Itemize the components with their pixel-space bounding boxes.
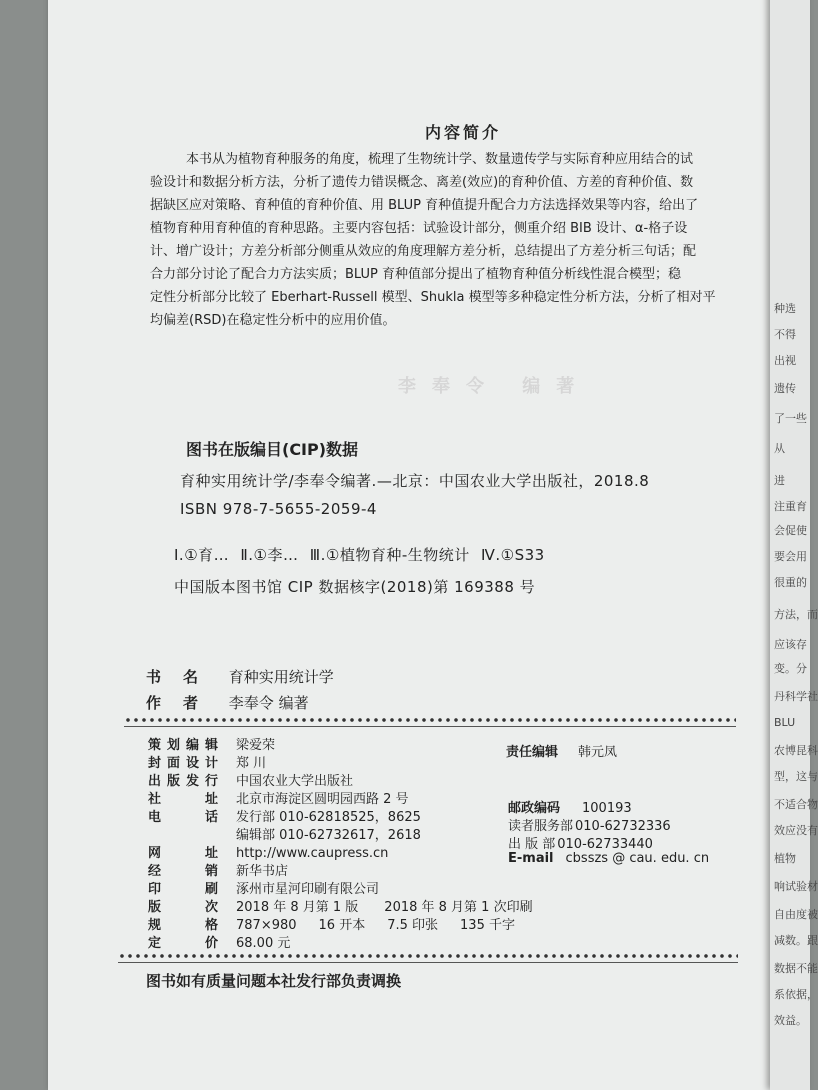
adjacent-page-fragment: 丹科学社 [774, 690, 818, 703]
adjacent-page-fragment: 很重的 [774, 576, 807, 589]
book-name-row [146, 666, 334, 687]
adjacent-page-fragment: 型，这与 [774, 770, 818, 783]
adjacent-page-edge [770, 0, 810, 1090]
adjacent-page-fragment: 系依据， [774, 988, 818, 1001]
publishing-dept-row: 出 版 部 010-62733440 [508, 837, 653, 852]
printer-row: 印刷 涿州市星河印刷有限公司 [148, 882, 380, 897]
phone-row-2: 编辑部 010-62732617，2618 [236, 828, 421, 843]
top-border-line [124, 726, 736, 727]
address-row: 社址 北京市海淀区圆明园西路 2 号 [148, 792, 409, 807]
adjacent-page-fragment: 应该存 [774, 638, 807, 651]
intro-line: 定性分析部分比较了 Eberhart-Russell 模型、Shukla 模型等多种稳定性分析方法，分析了相对平 [150, 290, 716, 305]
cip-isbn: ISBN 978-7-5655-2059-4 [180, 500, 377, 518]
adjacent-page-fragment: 不得 [774, 328, 796, 341]
bottom-decorative-border [118, 952, 738, 960]
book-name-value: 育种实用统计学 [228, 668, 334, 686]
adjacent-page-fragment: BLU [774, 716, 796, 729]
author-label: 作者 [146, 694, 221, 712]
adjacent-page-fragment: 自由度被 [774, 908, 818, 921]
adjacent-page-fragment: 出视 [774, 354, 796, 367]
planning-editor-row: 策划编辑 梁爱荣 [148, 738, 276, 753]
distributor-row: 经销 新华书店 [148, 864, 289, 879]
edition-row: 版次 2018 年 8 月第 1 版 2018 年 8 月第 1 次印刷 [148, 900, 533, 915]
intro-line: 植物育种用育种值的育种思路。主要内容包括：试验设计部分，侧重介绍 BIB 设计、α-格子设 [150, 221, 688, 236]
adjacent-page-fragment: 不适合物 [774, 798, 818, 811]
adjacent-page-fragment: 种选 [774, 302, 796, 315]
adjacent-page-fragment: 会促使 [774, 524, 807, 537]
book-name-label: 书名 [146, 668, 221, 686]
adjacent-page-fragment: 效应没有 [774, 824, 818, 837]
adjacent-page-fragment: 数据不能 [774, 962, 818, 975]
adjacent-page-fragment: 变。分 [774, 662, 807, 675]
adjacent-page-fragment: 要会用 [774, 550, 807, 563]
intro-line: 均偏差(RSD)在稳定性分析中的应用价值。 [150, 313, 396, 328]
phone-row: 电话 发行部 010-62818525，8625 [148, 810, 421, 825]
adjacent-page-fragment: 了一些 [774, 412, 807, 425]
author-value: 李奉令 编著 [228, 694, 309, 712]
cover-design-row: 封面设计 郑 川 [148, 756, 267, 771]
intro-line: 据缺区应对策略、育种值的育种价值、用 BLUP 育种值提升配合力方法选择效果等内容，给出了 [150, 198, 699, 213]
intro-line: 本书从为植物育种服务的角度，梳理了生物统计学、数量遗传学与实际育种应用结合的试 [186, 152, 694, 167]
adjacent-page-fragment: 方法，而 [774, 608, 818, 621]
cip-line-1: 育种实用统计学/李奉令编著.—北京：中国农业大学出版社，2018.8 [180, 472, 650, 490]
adjacent-page-fragment: 遗传 [774, 382, 796, 395]
show-through-text: 李奉令 编著 [398, 376, 591, 397]
email-row: E-mail cbsszs @ cau. edu. cn [508, 851, 710, 866]
bottom-border-line [118, 962, 738, 963]
publisher-row: 出版发行 中国农业大学出版社 [148, 774, 354, 789]
adjacent-page-fragment: 减数。跟 [774, 934, 818, 947]
adjacent-page-fragment: 注重育 [774, 500, 807, 513]
adjacent-page-fragment: 从 [774, 442, 785, 455]
price-row: 定价 68.00 元 [148, 936, 291, 951]
intro-line: 合力部分讨论了配合力方法实质；BLUP 育种值部分提出了植物育种值分析线性混合模型；稳 [150, 267, 682, 282]
adjacent-page-fragment: 植物 [774, 852, 796, 865]
spec-row: 规格 787×980 16 开本 7.5 印张 135 千字 [148, 918, 515, 933]
reader-service-row: 读者服务部 010-62732336 [508, 819, 671, 834]
quality-notice: 图书如有质量问题本社发行部负责调换 [146, 972, 402, 990]
responsible-editor-row: 责任编辑 韩元凤 [506, 745, 618, 760]
intro-line: 验设计和数据分析方法，分析了遗传力错误概念、离差(效应)的育种价值、方差的育种价值、数 [150, 175, 694, 190]
cip-title: 图书在版编目(CIP)数据 [186, 440, 359, 459]
adjacent-page-fragment: 响试验材 [774, 880, 818, 893]
adjacent-page-fragment: 农博昆科 [774, 744, 818, 757]
cip-number: 中国版本图书馆 CIP 数据核字(2018)第 169388 号 [174, 578, 536, 596]
website-row: 网址 http://www.caupress.cn [148, 846, 389, 861]
intro-title: 内容简介 [425, 123, 502, 142]
top-decorative-border [124, 716, 736, 724]
adjacent-page-fragment: 进 [774, 474, 785, 487]
cip-classification: Ⅰ.①育… Ⅱ.①李… Ⅲ.①植物育种-生物统计 Ⅳ.①S33 [174, 546, 545, 564]
postcode-row: 邮政编码 100193 [508, 801, 632, 816]
intro-line: 计、增广设计；方差分析部分侧重从效应的角度理解方差分析，总结提出了方差分析三句话；配 [150, 244, 697, 259]
adjacent-page-fragment: 效益。 [774, 1014, 807, 1027]
author-row [146, 692, 309, 713]
